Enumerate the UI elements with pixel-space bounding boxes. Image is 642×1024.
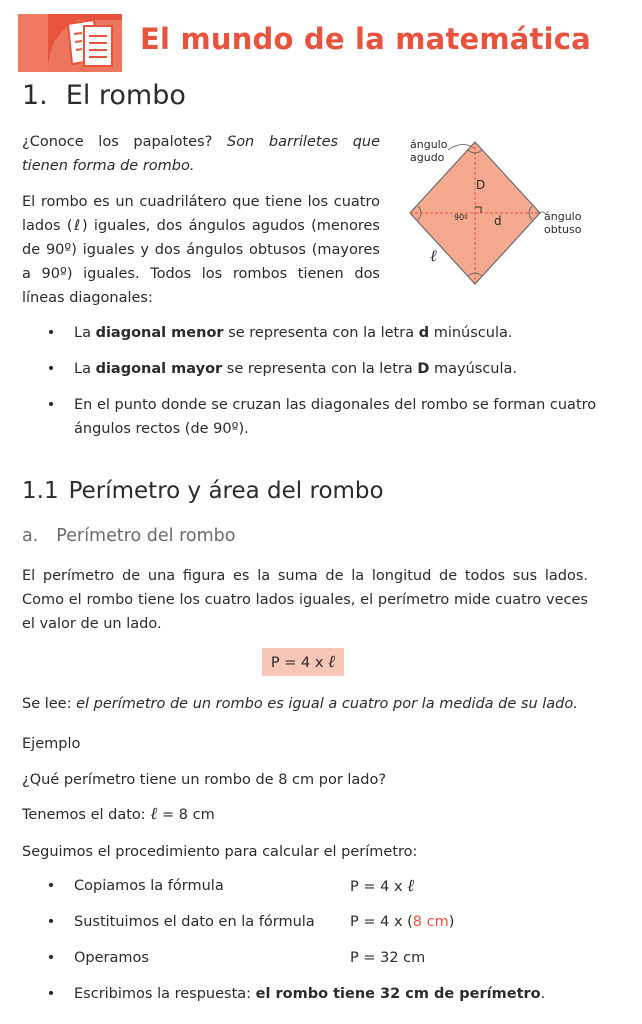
intro-question: ¿Conoce los papalotes? — [22, 134, 213, 150]
subsection-number: a. — [22, 526, 39, 546]
step-label: Operamos — [74, 950, 149, 966]
list-item: • Sustituimos el dato en la fórmula P = 4 x (8 cm) — [74, 910, 594, 934]
section-number: 1.1 — [22, 478, 59, 504]
list-item: • La diagonal menor se representa con la letra d minúscula. — [46, 325, 513, 341]
given-data: Tenemos el dato: ℓ = 8 cm — [22, 804, 215, 824]
section-title: El rombo — [65, 80, 186, 111]
label-obtuse-1: ángulo — [544, 210, 582, 223]
list-item: • Copiamos la fórmula P = 4 x ℓ — [74, 874, 594, 898]
definition-paragraph — [22, 190, 380, 310]
step-label: Copiamos la fórmula — [74, 878, 224, 894]
subsection-title: Perímetro del rombo — [56, 526, 236, 546]
example-label: Ejemplo — [22, 736, 81, 752]
label-acute-1: ángulo — [410, 138, 448, 151]
step-formula: P = 4 x (8 cm) — [350, 914, 455, 930]
definition-text-a: El rombo es un cuadrilátero que tiene los cuatro lados ( — [22, 194, 380, 234]
label-acute-2: agudo — [410, 151, 445, 164]
section-title: Perímetro y área del rombo — [68, 478, 384, 504]
book-logo-icon — [18, 14, 122, 72]
section-heading-perimetro-area — [22, 478, 384, 504]
intro-italic: Son barriletes que tienen forma de rombo. — [22, 134, 381, 174]
list-item: • La diagonal mayor se representa con la letra D mayúscula. — [46, 361, 518, 377]
list-item: • Operamos P = 32 cm — [74, 946, 594, 970]
example-question: ¿Qué perímetro tiene un rombo de 8 cm por lado? — [22, 772, 387, 788]
header-title: El mundo de la matemática — [140, 22, 591, 56]
label-side: ℓ — [430, 246, 437, 265]
list-item: • En el punto donde se cruzan las diagonales del rombo se forman cuatro ángulos rectos (de 90º). — [46, 397, 597, 437]
label-major-D: D — [476, 178, 486, 192]
perimeter-formula-box: P = 4 x ℓ — [262, 648, 344, 676]
label-obtuse-2: obtuso — [544, 223, 582, 236]
list-item: • Escribimos la respuesta: el rombo tiene 32 cm de perímetro. — [46, 986, 546, 1002]
procedure-text: Seguimos el procedimiento para calcular el perímetro: — [22, 844, 418, 860]
read-line: Se lee: el perímetro de un rombo es igual a cuatro por la medida de su lado. — [22, 696, 578, 712]
step-formula: P = 4 x ℓ — [350, 876, 415, 896]
subsection-heading-perimetro — [22, 526, 235, 546]
step-label: Sustituimos el dato en la fórmula — [74, 914, 315, 930]
label-minor-d: d — [494, 214, 502, 228]
section-heading-rombo — [22, 80, 186, 111]
section-number: 1. — [22, 80, 48, 111]
perimeter-paragraph: El perímetro de una figura es la suma de la longitud de todos sus lados. Como el rombo tiene los cuatro lados iguales, el perímetro mide cuatro veces el valor de un lado. — [22, 568, 588, 632]
rhombus-diagram — [400, 136, 600, 296]
side-symbol: ℓ — [72, 218, 82, 234]
intro-paragraph — [22, 130, 380, 178]
definition-text-b: ) iguales, dos ángulos agudos (menores de 90º) iguales y dos ángulos obtusos (mayores a 90º) iguales. Todos los rombos tienen dos líneas diagonales: — [22, 218, 380, 306]
step-formula: P = 32 cm — [350, 950, 426, 966]
page-header — [0, 0, 642, 72]
label-90: 90º — [454, 213, 468, 222]
